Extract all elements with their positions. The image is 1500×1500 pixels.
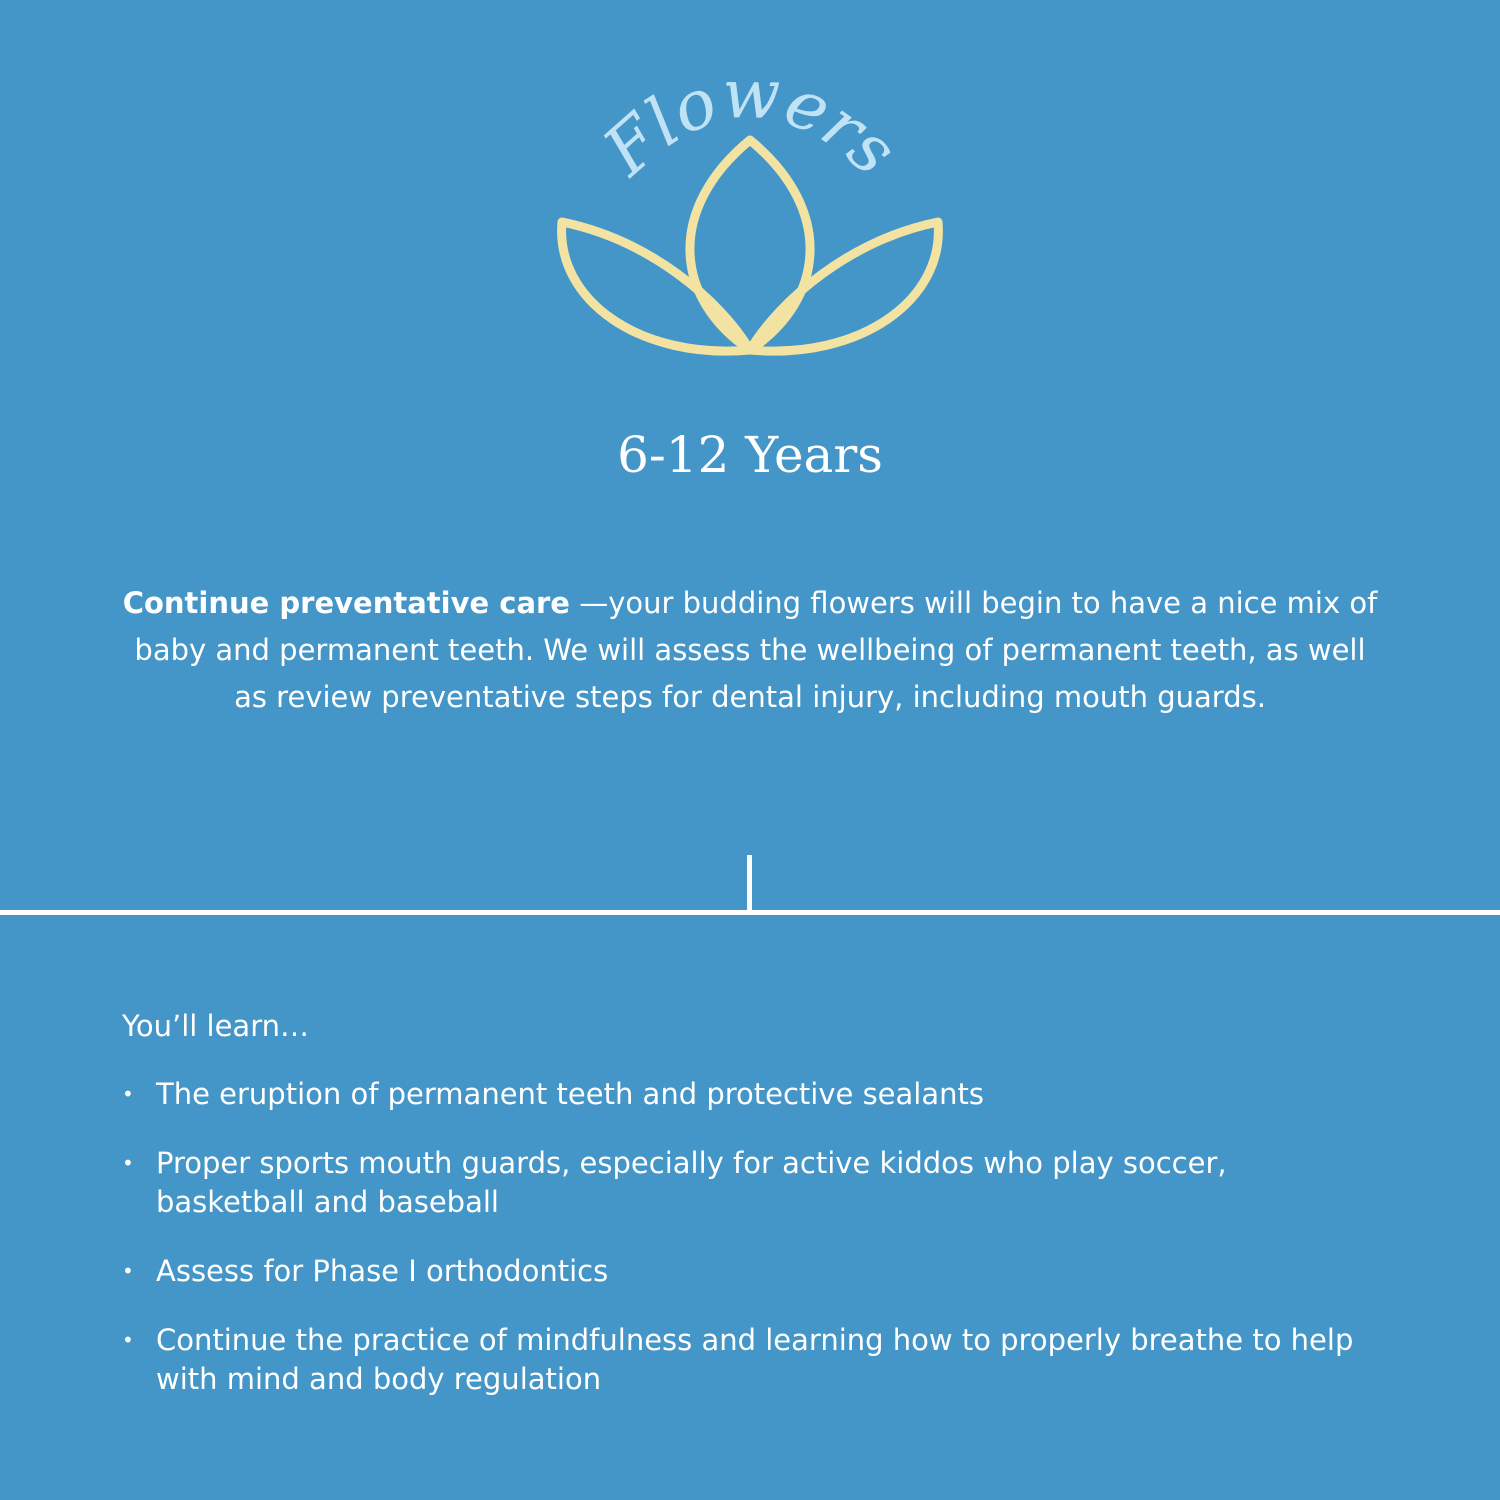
logo-wordmark: Flowers <box>589 55 912 192</box>
list-item <box>122 1252 1382 1291</box>
lotus-center-petal <box>690 140 810 350</box>
list-item <box>122 1144 1382 1222</box>
list-item <box>122 1321 1382 1399</box>
intro-rest: —your budding flowers will begin to have a nice mix of baby and permanent teeth. We will assess the wellbeing of permanent teeth, as well as review preventative steps for dental injury, including mouth guards. <box>134 586 1378 714</box>
bullet-icon: • <box>122 1328 134 1352</box>
list-item-text: Assess for Phase I orthodontics <box>156 1254 609 1288</box>
bullet-icon: • <box>122 1082 134 1106</box>
list-item <box>122 1075 1382 1114</box>
learn-heading: You’ll learn… <box>122 1009 309 1043</box>
list-item-text: The eruption of permanent teeth and protective sealants <box>156 1077 984 1111</box>
bullet-icon: • <box>122 1151 134 1175</box>
age-title: 6-12 Years <box>617 426 883 484</box>
section-divider <box>0 910 1500 915</box>
lotus-icon <box>562 140 939 351</box>
intro-bold: Continue preventative care <box>122 586 570 620</box>
flowers-logo <box>0 0 1500 400</box>
bullet-icon: • <box>122 1259 134 1283</box>
divider-tick <box>747 855 752 911</box>
list-item-text: Proper sports mouth guards, especially for active kiddos who play soccer, basketball and baseball <box>156 1146 1227 1219</box>
intro-paragraph <box>120 580 1380 721</box>
learn-list <box>122 1075 1382 1429</box>
list-item-text: Continue the practice of mindfulness and learning how to properly breathe to help with mind and body regulation <box>156 1323 1354 1396</box>
